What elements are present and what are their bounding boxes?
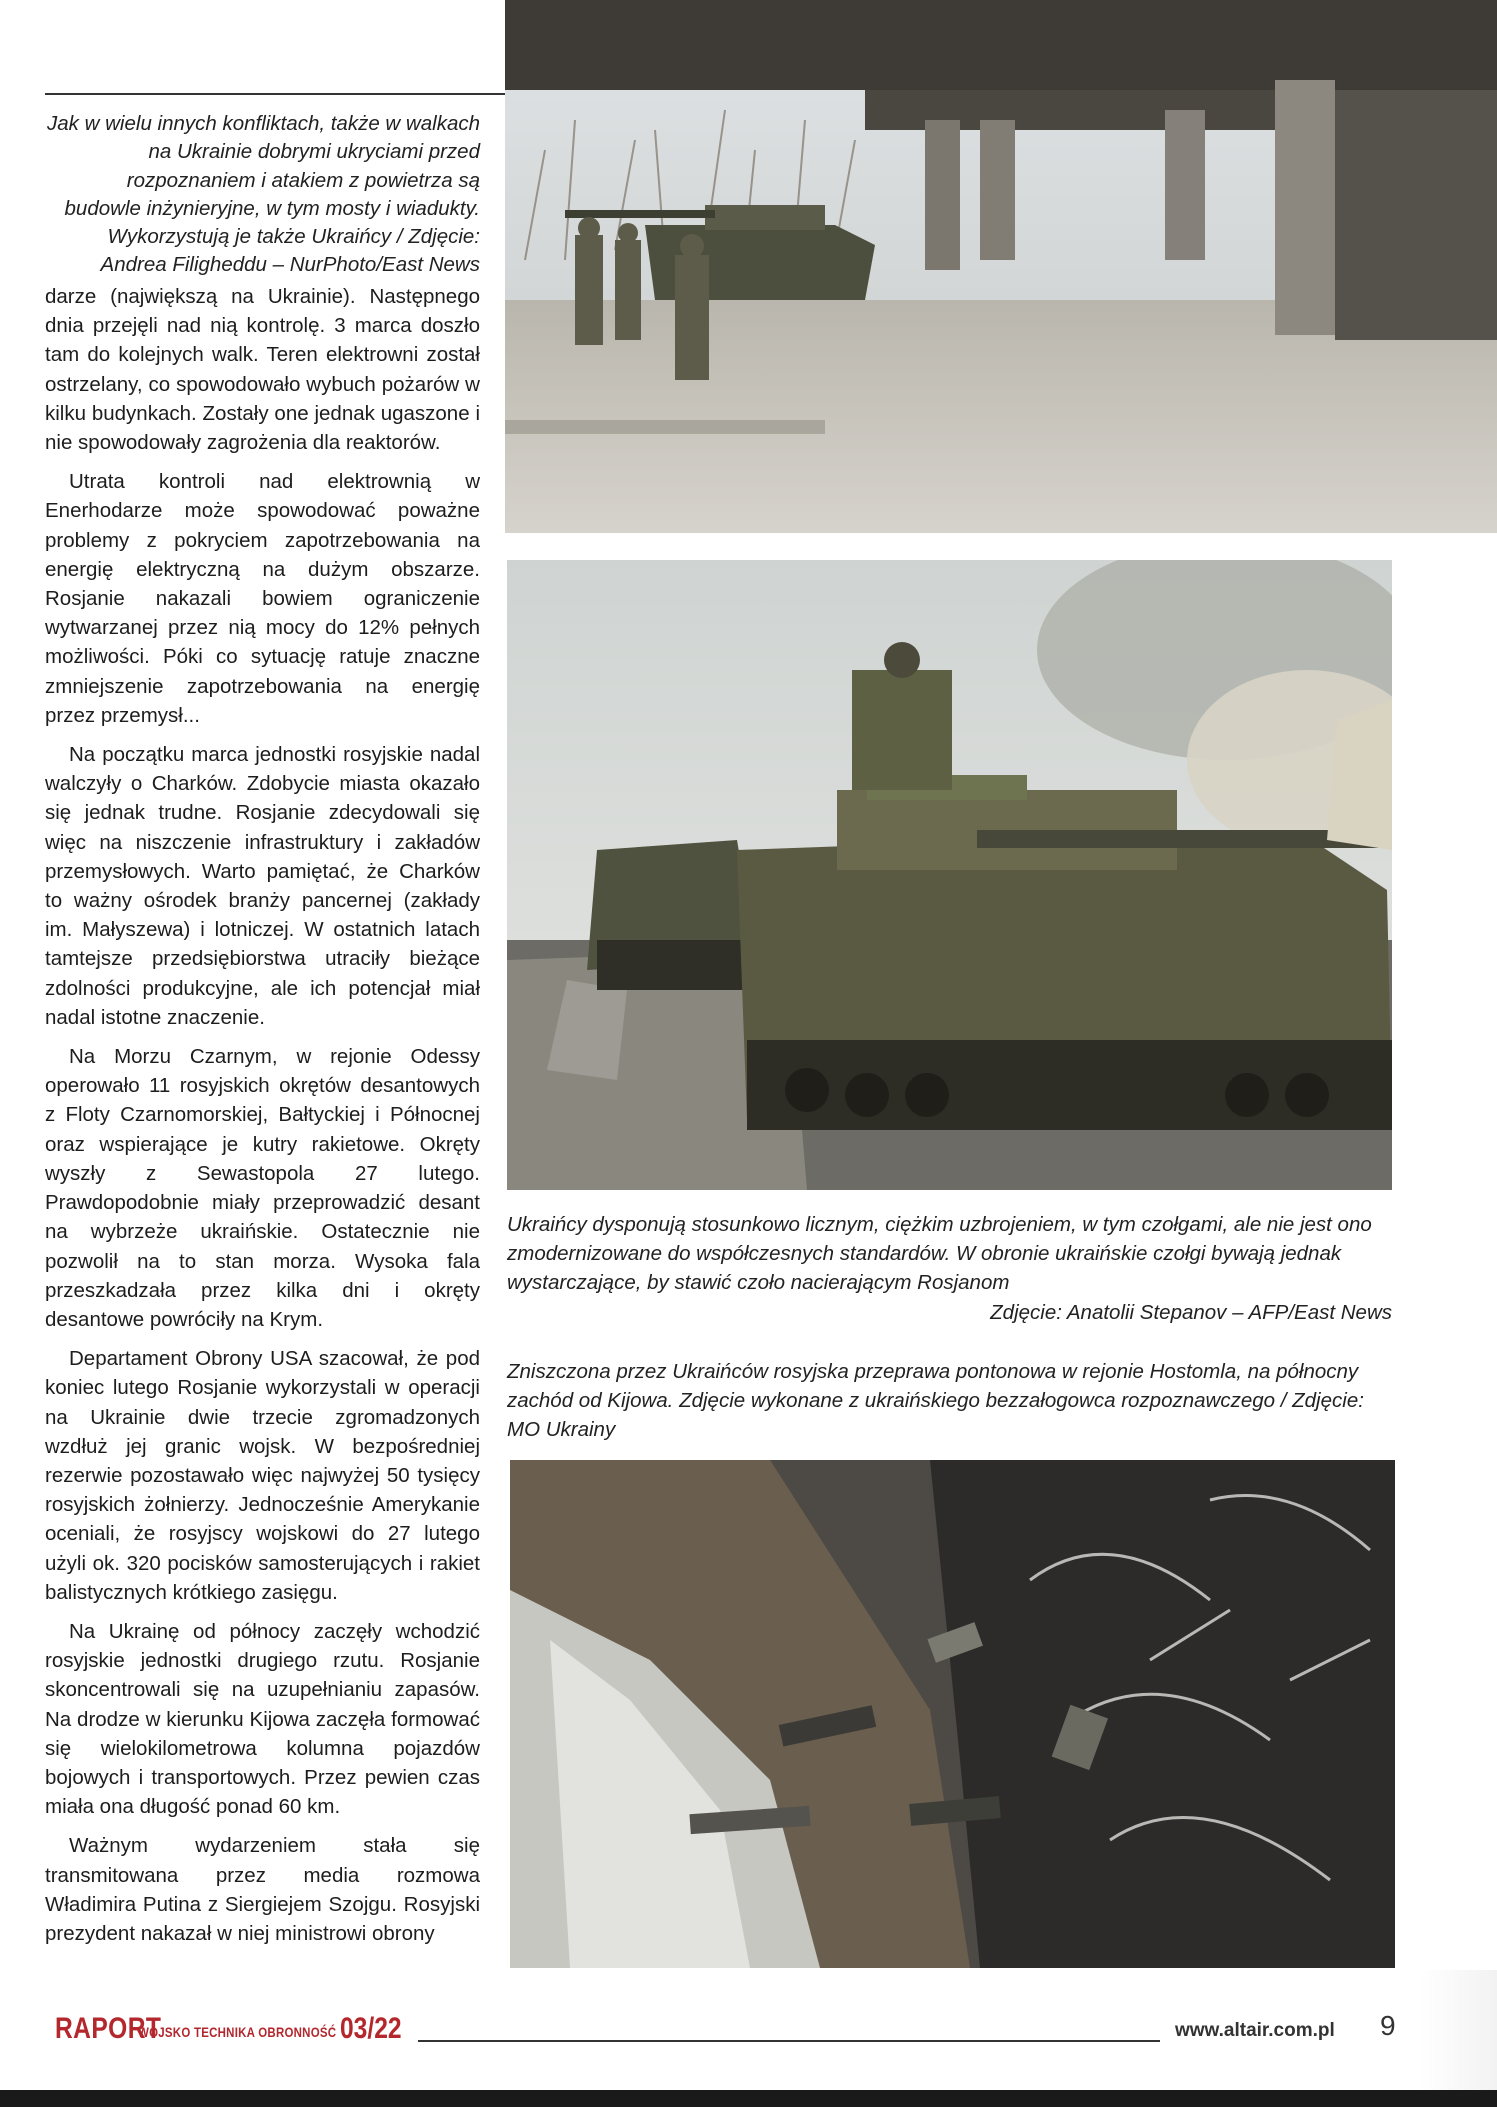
article-paragraph: Ważnym wydarzeniem stała się transmitowana przez media rozmowa Władimira Putina z Siergiejem Szojgu. Rosyjski prezydent nakazał w niej ministrowi obrony [45,1834,480,1945]
photo-caption-top: Jak w wielu innych konfliktach, także w walkach na Ukrainie dobrymi ukryciami przed rozpoznaniem i atakiem z powietrza są budowle inżynieryjne, w tym mosty i wiadukty. Wykorzystują je także Ukraińcy / Zdjęcie: Andrea Filigheddu – NurPhoto/East News [47,112,480,277]
article-paragraph: darze (największą na Ukrainie). Następnego dnia przejęli nad nią kontrolę. 3 marca doszło tam do kolejnych walk. Teren elektrowni został ostrzelany, co spowodowało wybuch pożarów w kilku budynkach. Zostały one jednak ugaszone i nie spowodowały zagrożenia dla reaktorów. [45,285,480,455]
photo-credit-tanks: Zdjęcie: Anatolii Stepanov – AFP/East News [990,1301,1392,1324]
photo-overpass-soldiers-tank [505,0,1497,533]
issue-number: 03/22 [340,2012,402,2045]
photo-aerial-pontoon-crossing [510,1460,1395,1968]
magazine-logo: RAPORT [55,2012,162,2045]
article-paragraph: Na Ukrainę od północy zaczęły wchodzić rosyjskie jednostki drugiego rzutu. Rosjanie skoncentrowali się na uzupełnianiu zapasów. Na drodze w kierunku Kijowa zaczęła formować się wielokilometrowa kolumna pojazdów bojowych i transportowych. Przez pewien czas miała ona długość ponad 60 km. [45,1619,480,1819]
footer-divider [418,2040,1160,2042]
page-number: 9 [1380,2010,1396,2041]
article-column [45,282,480,1958]
scan-bottom-band [0,2090,1497,2107]
top-divider [45,93,505,95]
article-paragraph: Utrata kontroli nad elektrownią w Enerhodarze może spowodować poważne problemy z pokryciem zapotrzebowania na energię elektryczną na dużym obszarze. Rosjanie nakazali bowiem ograniczenie wytwarzanej przez nią mocy do 12% pełnych możliwości. Póki co sytuację ratuje znaczne zmniejszenie zapotrzebowania na energię przez przemysł... [45,470,480,727]
article-paragraph: Departament Obrony USA szacował, że pod koniec lutego Rosjanie wykorzystali w operacji na Ukrainie dwie trzecie zgromadzonych wzdłuż jej granic wojsk. W bezpośredniej rezerwie pozostawało więc najwyżej 50 tysięcy rosyjskich żołnierzy. Jednocześnie Amerykanie oceniali, że rosyjscy wojskowi do 27 lutego użyli ok. 320 pocisków samosterujących i rakiet balistycznych krótkiego zasięgu. [45,1347,480,1604]
photo-caption-pontoon: Zniszczona przez Ukraińców rosyjska przeprawa pontonowa w rejonie Hostomla, na północny zachód od Kijowa. Zdjęcie wykonane z ukraińskiego bezzałogowca rozpoznawczego / Zdjęcie: MO Ukrainy [507,1360,1364,1441]
page-edge-shadow [1420,1970,1497,2090]
article-paragraph: Na Morzu Czarnym, w rejonie Odessy operowało 11 rosyjskich okrętów desantowych z Floty Czarnomorskiej, Bałtyckiej i Północnej oraz wspierające je kutry rakietowe. Okręty wyszły z Sewastopola 27 lutego. Prawdopodobnie miały przeprowadzić desant na wybrzeże ukraińskie. Ostatecznie nie pozwolił na to stan morza. Wysoka fala przeszkadzała przez kilka dni i okręty desantowe powróciły na Krym. [45,1045,480,1331]
article-paragraph: Na początku marca jednostki rosyjskie nadal walczyły o Charków. Zdobycie miasta okazało się jednak trudne. Rosjanie zdecydowali się więc na niszczenie infrastruktury i zakładów przemysłowych. Warto pamiętać, że Charków to ważny ośrodek branży pancernej (zakłady im. Małyszewa) i lotniczej. W ostatnich latach tamtejsze przedsiębiorstwa utraciły bieżące zdolności produkcyjne, ale ich potencjał miał nadal istotne znaczenie. [45,743,480,1029]
magazine-subtitle: WOJSKO TECHNIKA OBRONNOŚĆ [138,2024,337,2040]
photo-caption-tanks: Ukraińcy dysponują stosunkowo licznym, ciężkim uzbrojeniem, w tym czołgami, ale nie jest ono zmodernizowane do współczesnych standardów. W obronie ukraińskie czołgi bywają jednak wystarczające, by stawić czoło nacierającym Rosjanom [507,1213,1372,1294]
footer-website: www.altair.com.pl [1175,2020,1335,2041]
photo-tanks-on-road [507,560,1392,1190]
